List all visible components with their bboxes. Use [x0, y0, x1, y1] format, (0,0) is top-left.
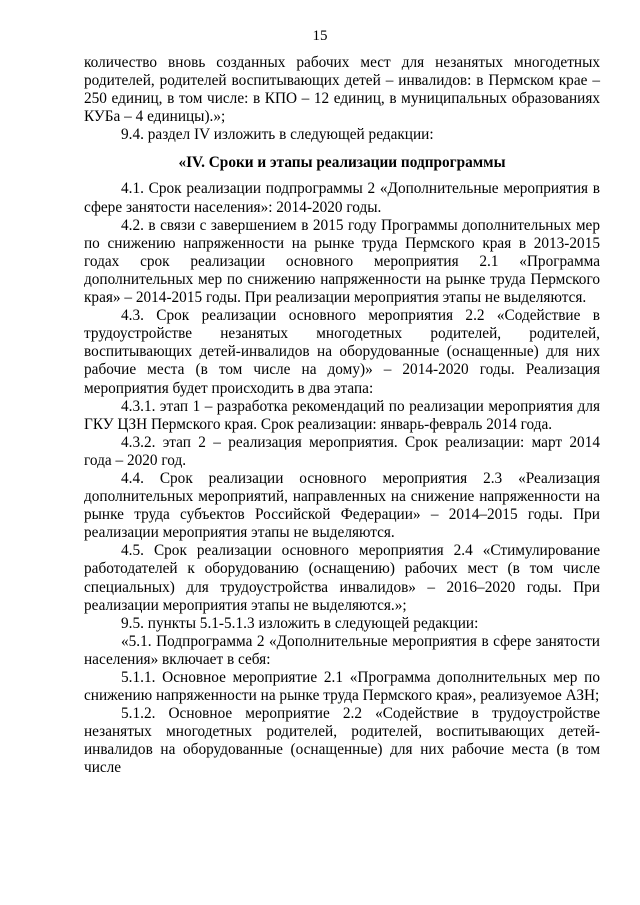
paragraph: 5.1.2. Основное мероприятие 2.2 «Содействие в трудоустройстве незанятых многодетных родителей, родителей, воспитывающих детей-инвалидов на оборудованные (оснащенные) для них рабочие места (в том числе: [84, 705, 600, 777]
paragraph: 4.2. в связи с завершением в 2015 году Программы дополнительных мер по снижению напряженности на рынке труда Пермского края в 2013-2015 годах срок реализации основного мероприятия 2.1 «Программа дополнительных мер по снижению напряженности на рынке труда Пермского края» – 2014-2015 годы. При реализации мероприятия этапы не выделяются.: [84, 216, 600, 307]
page-number: 15: [312, 28, 328, 44]
paragraph: 4.5. Срок реализации основного мероприятия 2.4 «Стимулирование работодателей к оборудованию (оснащению) рабочих мест (в том числе специальных) для трудоустройства инвалидов» – 2016–2020 годы. При реализации мероприятия этапы не выделяются.»;: [84, 542, 600, 614]
paragraph: 4.4. Срок реализации основного мероприятия 2.3 «Реализация дополнительных мероприятий, направленных на снижение напряженности на рынке труда субъектов Российской Федерации» – 2014–2015 годы. При реализации мероприятия этапы не выделяются.: [84, 469, 600, 542]
paragraph: 4.1. Срок реализации подпрограммы 2 «Дополнительные мероприятия в сфере занятости населения»: 2014-2020 годы.: [84, 180, 600, 216]
document-body: [84, 54, 600, 778]
paragraph: 9.4. раздел IV изложить в следующей редакции:: [121, 126, 434, 144]
paragraph: «5.1. Подпрограмма 2 «Дополнительные мероприятия в сфере занятости населения» включает в себя:: [84, 632, 600, 668]
paragraph: 4.3.1. этап 1 – разработка рекомендаций по реализации мероприятия для ГКУ ЦЗН Пермского края. Срок реализации: январь-февраль 2014 года.: [84, 397, 600, 433]
paragraph: количество вновь созданных рабочих мест для незанятых многодетных родителей, родителей воспитывающих детей – инвалидов: в Пермском крае – 250 единиц, в том числе: в КПО – 12 единиц, в муниципальных образованиях КУБа – 4 единицы).»;: [84, 54, 600, 126]
paragraph: 4.3.2. этап 2 – реализация мероприятия. Срок реализации: март 2014 года – 2020 год.: [84, 433, 600, 469]
paragraph: 4.3. Срок реализации основного мероприятия 2.2 «Содействие в трудоустройстве незанятых многодетных родителей, родителей, воспитывающих детей-инвалидов на оборудованные (оснащенные) для них рабочие места (в том числе на дому)» – 2014-2020 годы. Реализация мероприятия будет происходить в два этапа:: [84, 307, 600, 397]
section-heading: «IV. Сроки и этапы реализации подпрограммы: [178, 154, 506, 172]
paragraph: 5.1.1. Основное мероприятие 2.1 «Программа дополнительных мер по снижению напряженности на рынке труда Пермского края», реализуемое АЗН;: [84, 669, 600, 705]
paragraph: 9.5. пункты 5.1-5.1.3 изложить в следующей редакции:: [121, 614, 479, 632]
